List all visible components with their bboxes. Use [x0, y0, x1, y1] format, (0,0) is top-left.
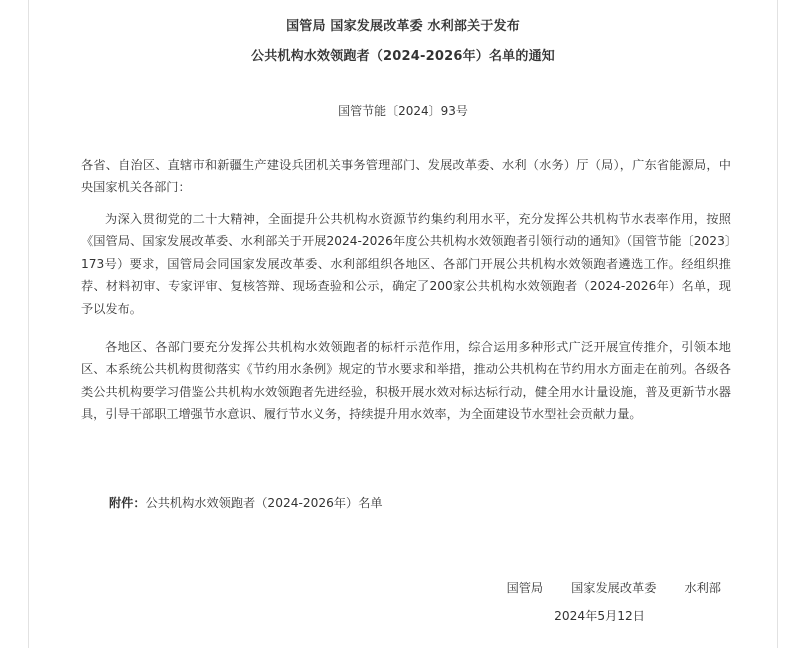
document-number: 国管节能〔2024〕93号 — [338, 104, 468, 118]
notice-title-line1: 国管局 国家发展改革委 水利部关于发布 — [286, 19, 520, 34]
signers-line — [507, 577, 721, 599]
body-paragraph-1: 为深入贯彻党的二十大精神，全面提升公共机构水资源节约集约利用水平，充分发挥公共机构节水表率作用，按照《国管局、国家发展改革委、水利部关于开展2024-2026年度公共机构水效领跑者引领行动的通知》（国管节能〔2023〕173号）要求，国管局会同国家发展改革委、水利部组织各地区、各部门开展公共机构水效领跑者遴选工作。经组织推荐、材料初审、专家评审、复核答辩、现场查验和公示，确定了200家公共机构水效领跑者（2024-2026年）名单，现予以发布。 — [81, 212, 731, 316]
signer-guoguanju: 国管局 — [506, 581, 544, 595]
signer-shulibu: 水利部 — [684, 581, 721, 595]
attachment-label: 附件： — [109, 496, 146, 510]
notice-title-line2: 公共机构水效领跑者（2024-2026年）名单的通知 — [251, 49, 555, 64]
addressee-paragraph: 各省、自治区、直辖市和新疆生产建设兵团机关事务管理部门、发展改革委、水利（水务）厅（局），广东省能源局，中央国家机关各部门： — [81, 158, 731, 195]
attachment-link[interactable]: 公共机构水效领跑者（2024-2026年）名单 — [145, 496, 383, 510]
attachment-line — [109, 492, 383, 514]
body-paragraph-2: 各地区、各部门要充分发挥公共机构水效领跑者的标杆示范作用，综合运用多种形式广泛开展宣传推介，引领本地区、本系统公共机构贯彻落实《节约用水条例》规定的节水要求和举措，推动公共机构在节约用水方面走在前列。各级各类公共机构要学习借鉴公共机构水效领跑者先进经验，积极开展水效对标达标行动，健全用水计量设施，普及更新节水器具，引导干部职工增强节水意识、履行节水义务，持续提升用水效率，为全面建设节水型社会贡献力量。 — [81, 340, 731, 422]
issue-date: 2024年5月12日 — [554, 609, 645, 623]
signer-fazhangaigewei: 国家发展改革委 — [571, 581, 657, 595]
document-page — [28, 0, 778, 648]
